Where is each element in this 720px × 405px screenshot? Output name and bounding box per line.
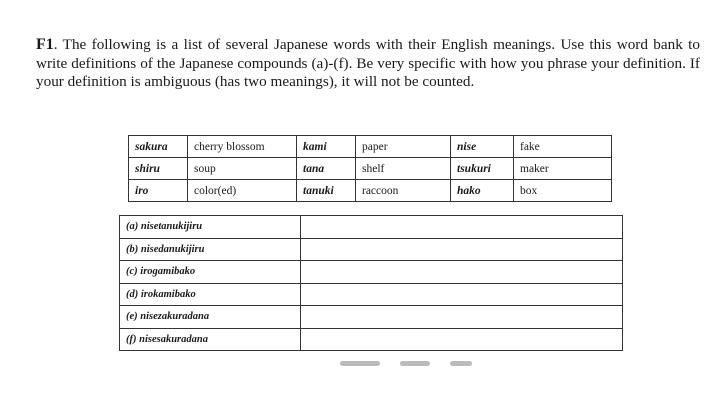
answer-cell[interactable] xyxy=(301,238,623,261)
word-bank-japanese: shiru xyxy=(129,158,188,180)
word-bank-japanese: hako xyxy=(451,180,514,202)
word-bank-japanese: tana xyxy=(297,158,356,180)
word-bank-english: soup xyxy=(188,158,297,180)
word-bank-english: box xyxy=(514,180,612,202)
faint-scan-artifact xyxy=(340,356,500,370)
word-bank-english: paper xyxy=(356,136,451,158)
compound-label: (f) nisesakuradana xyxy=(120,328,301,351)
table-row xyxy=(120,238,623,261)
word-bank-row xyxy=(129,180,612,202)
word-bank-japanese: tanuki xyxy=(297,180,356,202)
answer-cell[interactable] xyxy=(301,283,623,306)
compound-label: (d) irokamibako xyxy=(120,283,301,306)
word-bank-row xyxy=(129,158,612,180)
answer-cell[interactable] xyxy=(301,306,623,329)
compound-label: (c) irogamibako xyxy=(120,261,301,284)
word-bank-english: raccoon xyxy=(356,180,451,202)
word-bank-japanese: nise xyxy=(451,136,514,158)
answer-cell[interactable] xyxy=(301,328,623,351)
problem-text: . The following is a list of several Japanese words with their English meanings. Use this word bank to write definitions of the Japanese compounds (a)-(f). Be very specific with how you phrase your definition. If your definition is ambiguous (has two meanings), it will not be counted. xyxy=(36,36,700,90)
word-bank-table xyxy=(128,135,612,202)
problem-label: F1 xyxy=(36,36,54,53)
table-row xyxy=(120,216,623,239)
table-row xyxy=(120,261,623,284)
table-row xyxy=(120,306,623,329)
compound-label: (b) nisedanukijiru xyxy=(120,238,301,261)
word-bank-english: shelf xyxy=(356,158,451,180)
problem-statement xyxy=(36,36,700,92)
word-bank-english: color(ed) xyxy=(188,180,297,202)
word-bank-japanese: tsukuri xyxy=(451,158,514,180)
word-bank-row xyxy=(129,136,612,158)
word-bank-english: cherry blossom xyxy=(188,136,297,158)
word-bank-japanese: iro xyxy=(129,180,188,202)
word-bank-japanese: kami xyxy=(297,136,356,158)
answer-cell[interactable] xyxy=(301,216,623,239)
word-bank-japanese: sakura xyxy=(129,136,188,158)
table-row xyxy=(120,283,623,306)
word-bank-english: fake xyxy=(514,136,612,158)
answer-cell[interactable] xyxy=(301,261,623,284)
word-bank-english: maker xyxy=(514,158,612,180)
compounds-answer-table xyxy=(119,215,623,351)
compound-label: (a) nisetanukijiru xyxy=(120,216,301,239)
table-row xyxy=(120,328,623,351)
compound-label: (e) nisezakuradana xyxy=(120,306,301,329)
